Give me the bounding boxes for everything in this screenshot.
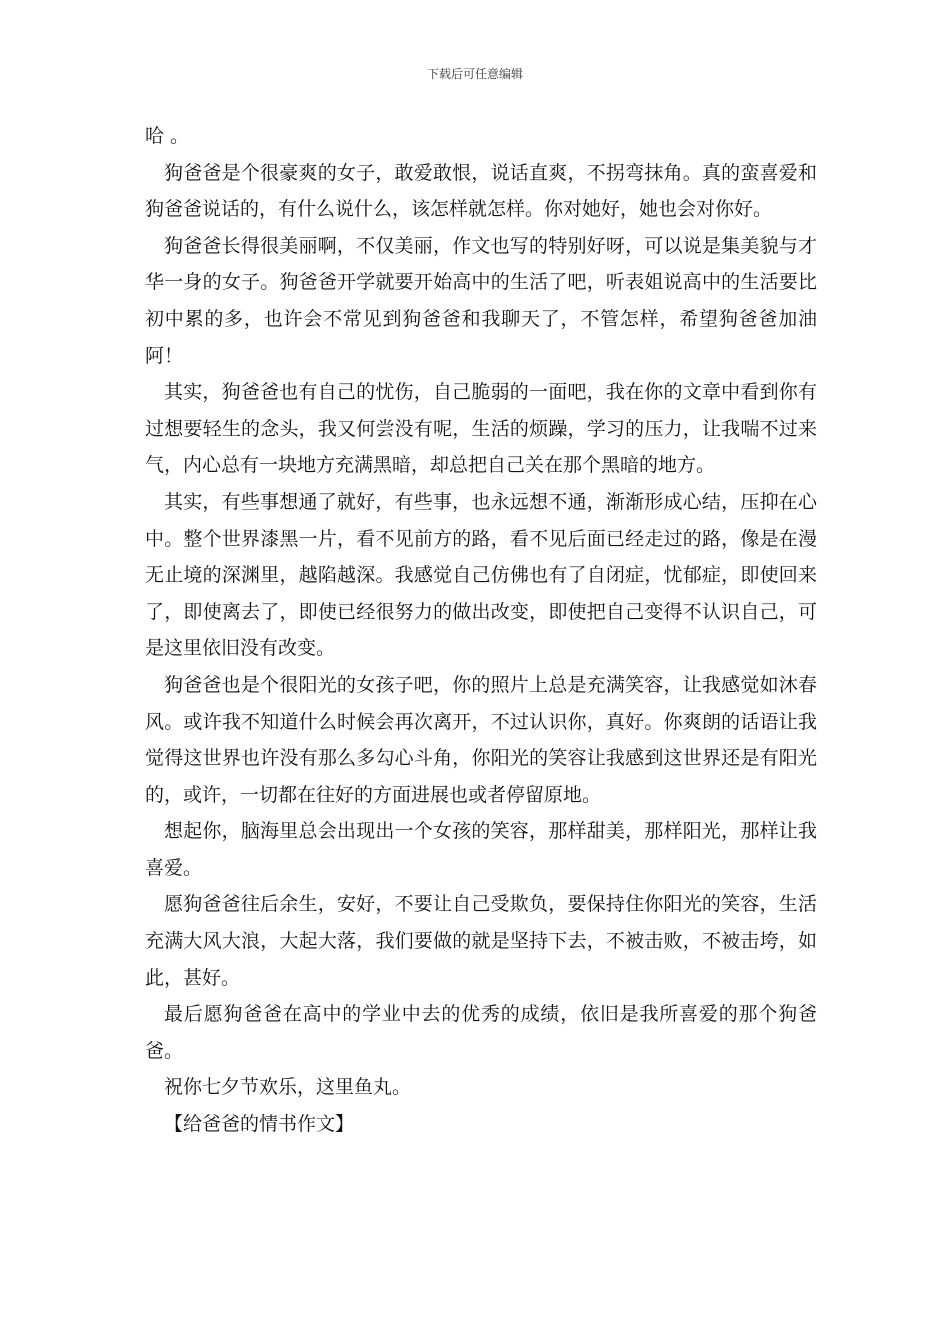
paragraph-1: 哈 。: [145, 125, 190, 147]
paragraph-4: 其实，狗爸爸也有自己的忧伤，自己脆弱的一面吧，我在你的文章中看到你有过想要轻生的念头，我又何尝没有呢，生活的烦躁，学习的压力，让我喘不过来气，内心总有一块地方充满黑暗，却总把自己关在那个黑暗的地方。: [145, 381, 817, 477]
paragraph-7: 想起你，脑海里总会出现出一个女孩的笑容，那样甜美，那样阳光，那样让我喜爱。: [145, 820, 817, 879]
paragraph-2: 狗爸爸是个很豪爽的女子，敢爱敢恨，说话直爽，不拐弯抹角。真的蛮喜爱和狗爸爸说话的，有什么说什么，该怎样就怎样。你对她好，她也会对你好。: [145, 161, 817, 221]
paragraph-10: 祝你七夕节欢乐，这里鱼丸。: [164, 1076, 412, 1099]
paragraph-9: 最后愿狗爸爸在高中的学业中去的优秀的成绩，依旧是我所喜爱的那个狗爸爸。: [145, 1003, 817, 1062]
document-body: [145, 118, 817, 1143]
section-title: 【给爸爸的情书作文】: [164, 1113, 355, 1136]
page-header: 下载后可任意编辑: [426, 67, 523, 81]
paragraph-6: 狗爸爸也是个很阳光的女孩子吧，你的照片上总是充满笑容，让我感觉如沐春风。或许我不知道什么时候会再次离开，不过认识你，真好。你爽朗的话语让我觉得这世界也许没有那么多勾心斗角，你阳光的笑容让我感到这世界还是有阳光的，或许，一切都在往好的方面进展也或者停留原地。: [145, 673, 817, 806]
paragraph-8: 愿狗爸爸往后余生，安好，不要让自己受欺负，要保持住你阳光的笑容，生活充满大风大浪，大起大落，我们要做的就是坚持下去，不被击败，不被击垮，如此，甚好。: [145, 893, 817, 989]
paragraph-5: 其实，有些事想通了就好，有些事，也永远想不通，渐渐形成心结，压抑在心中。整个世界漆黑一片，看不见前方的路，看不见后面已经走过的路，像是在漫无止境的深渊里，越陷越深。我感觉自己仿佛也有了自闭症，忧郁症，即使回来了，即使离去了，即使已经很努力的做出改变，即使把自己变得不认识自己，可是这里依旧没有改变。: [145, 490, 817, 660]
paragraph-3: 狗爸爸长得很美丽啊，不仅美丽，作文也写的特别好呀，可以说是集美貌与才华一身的女子。狗爸爸开学就要开始高中的生活了吧，听表姐说高中的生活要比初中累的多，也许会不常见到狗爸爸和我聊天了，不管怎样，希望狗爸爸加油阿！: [145, 234, 817, 367]
